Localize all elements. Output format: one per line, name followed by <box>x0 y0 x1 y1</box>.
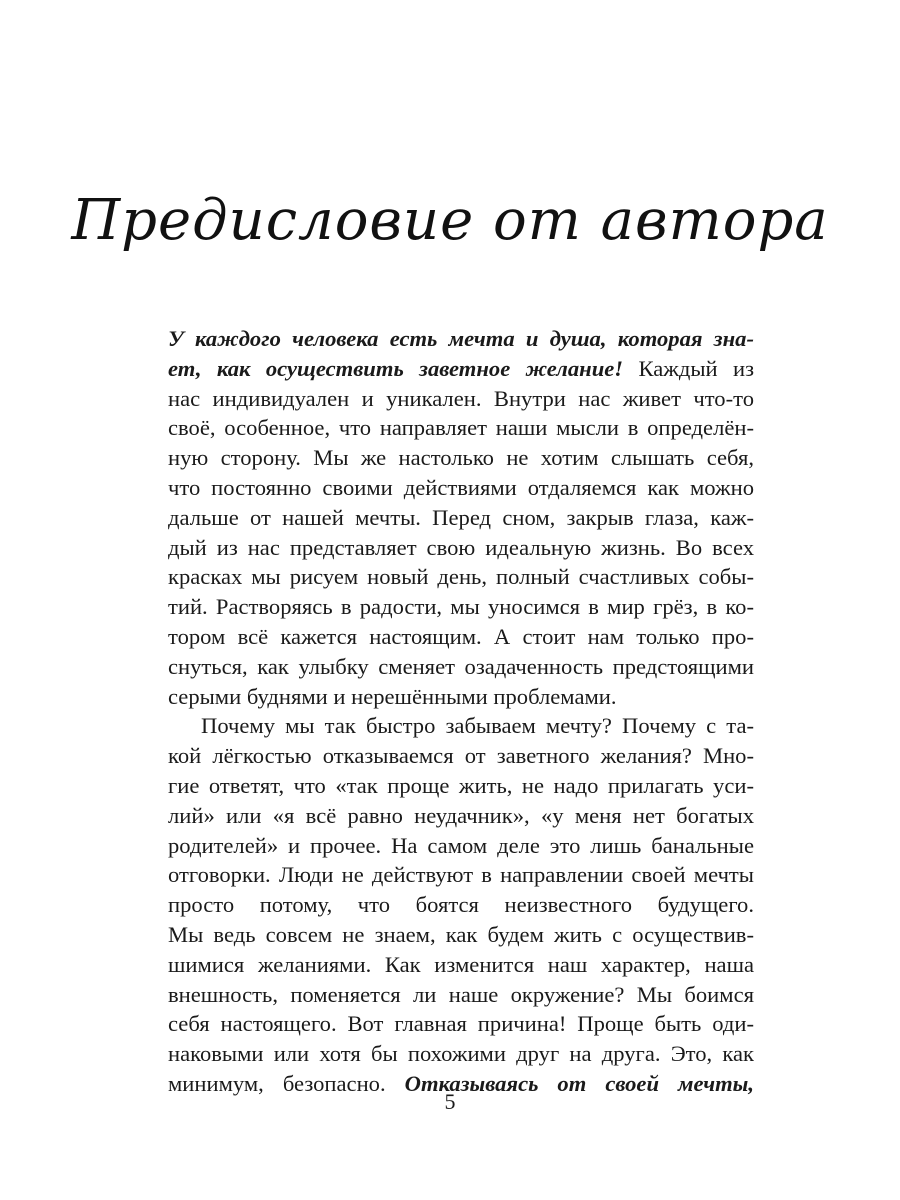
text-line <box>168 1039 754 1069</box>
text-segment: Почему мы так быстро забываем мечту? Почему с та- <box>201 713 754 739</box>
text-segment: своё, особенное, что направляет наши мысли в определён- <box>168 415 754 441</box>
text-line <box>168 562 754 592</box>
text-segment: кой лёгкостью отказываемся от заветного желания? Мно- <box>168 743 754 769</box>
text-line <box>168 503 754 533</box>
text-line <box>168 890 754 920</box>
emphasized-text: ет, как осуществить заветное желание! <box>168 355 624 381</box>
text-line <box>168 711 754 741</box>
text-segment: дый из нас представляет свою идеальную жизнь. Во всех <box>168 534 754 560</box>
text-line <box>168 592 754 622</box>
text-segment: шимися желаниями. Как изменится наш характер, наша <box>168 951 754 977</box>
text-segment: ную сторону. Мы же настолько не хотим слышать себя, <box>168 445 754 471</box>
text-line <box>168 920 754 950</box>
text-segment: дальше от нашей мечты. Перед сном, закрыв глаза, каж- <box>168 504 754 530</box>
text-segment: что постоянно своими действиями отдаляемся как можно <box>168 474 754 500</box>
text-segment: отговорки. Люди не действуют в направлении своей мечты <box>168 862 754 888</box>
text-line <box>168 682 754 712</box>
text-segment: наковыми или хотя бы похожими друг на друга. Это, как <box>168 1041 754 1067</box>
emphasized-text: У каждого человека есть мечта и душа, которая зна- <box>168 326 754 351</box>
text-line <box>168 533 754 563</box>
text-segment: родителей» и прочее. На самом деле это лишь банальные <box>168 832 754 858</box>
text-line <box>168 384 754 414</box>
text-line <box>168 980 754 1010</box>
text-segment: красках мы рисуем новый день, полный счастливых собы- <box>168 564 754 590</box>
text-segment: тором всё кажется настоящим. А стоит нам только про- <box>168 623 754 649</box>
text-segment: гие ответят, что «так проще жить, не надо прилагать уси- <box>168 772 754 798</box>
text-segment: просто потому, что боятся неизвестного будущего. <box>168 892 754 918</box>
text-line <box>168 443 754 473</box>
text-line <box>168 950 754 980</box>
page-number: 5 <box>444 1089 456 1114</box>
text-line <box>168 652 754 682</box>
text-line <box>168 831 754 861</box>
text-line <box>168 473 754 503</box>
text-segment: лий» или «я всё равно неудачник», «у меня нет богатых <box>168 802 754 828</box>
text-line <box>168 324 754 354</box>
text-line <box>168 1009 754 1039</box>
text-segment: снуться, как улыбку сменяет озадаченность предстоящими <box>168 653 754 679</box>
text-segment: себя настоящего. Вот главная причина! Проще быть оди- <box>168 1011 754 1037</box>
text-segment: тий. Растворяясь в радости, мы уносимся в мир грёз, в ко- <box>168 594 754 620</box>
text-line <box>168 741 754 771</box>
chapter-title: Предисловие от автора <box>71 188 829 253</box>
text-segment: нас индивидуален и уникален. Внутри нас живет что-то <box>168 385 754 411</box>
text-line <box>168 801 754 831</box>
text-segment: Каждый из <box>623 355 754 381</box>
text-segment: минимум, безопасно. <box>168 1070 405 1096</box>
text-line <box>168 622 754 652</box>
text-line <box>168 771 754 801</box>
text-line <box>168 413 754 443</box>
text-segment: серыми буднями и нерешёнными проблемами. <box>168 683 617 709</box>
text-segment: Мы ведь совсем не знаем, как будем жить с осуществив- <box>168 921 754 947</box>
text-line <box>168 354 754 384</box>
body-text <box>168 324 754 1099</box>
text-segment: внешность, поменяется ли наше окружение? Мы боимся <box>168 981 754 1007</box>
text-line <box>168 860 754 890</box>
emphasized-text: Отказываясь от своей мечты, <box>404 1070 755 1096</box>
